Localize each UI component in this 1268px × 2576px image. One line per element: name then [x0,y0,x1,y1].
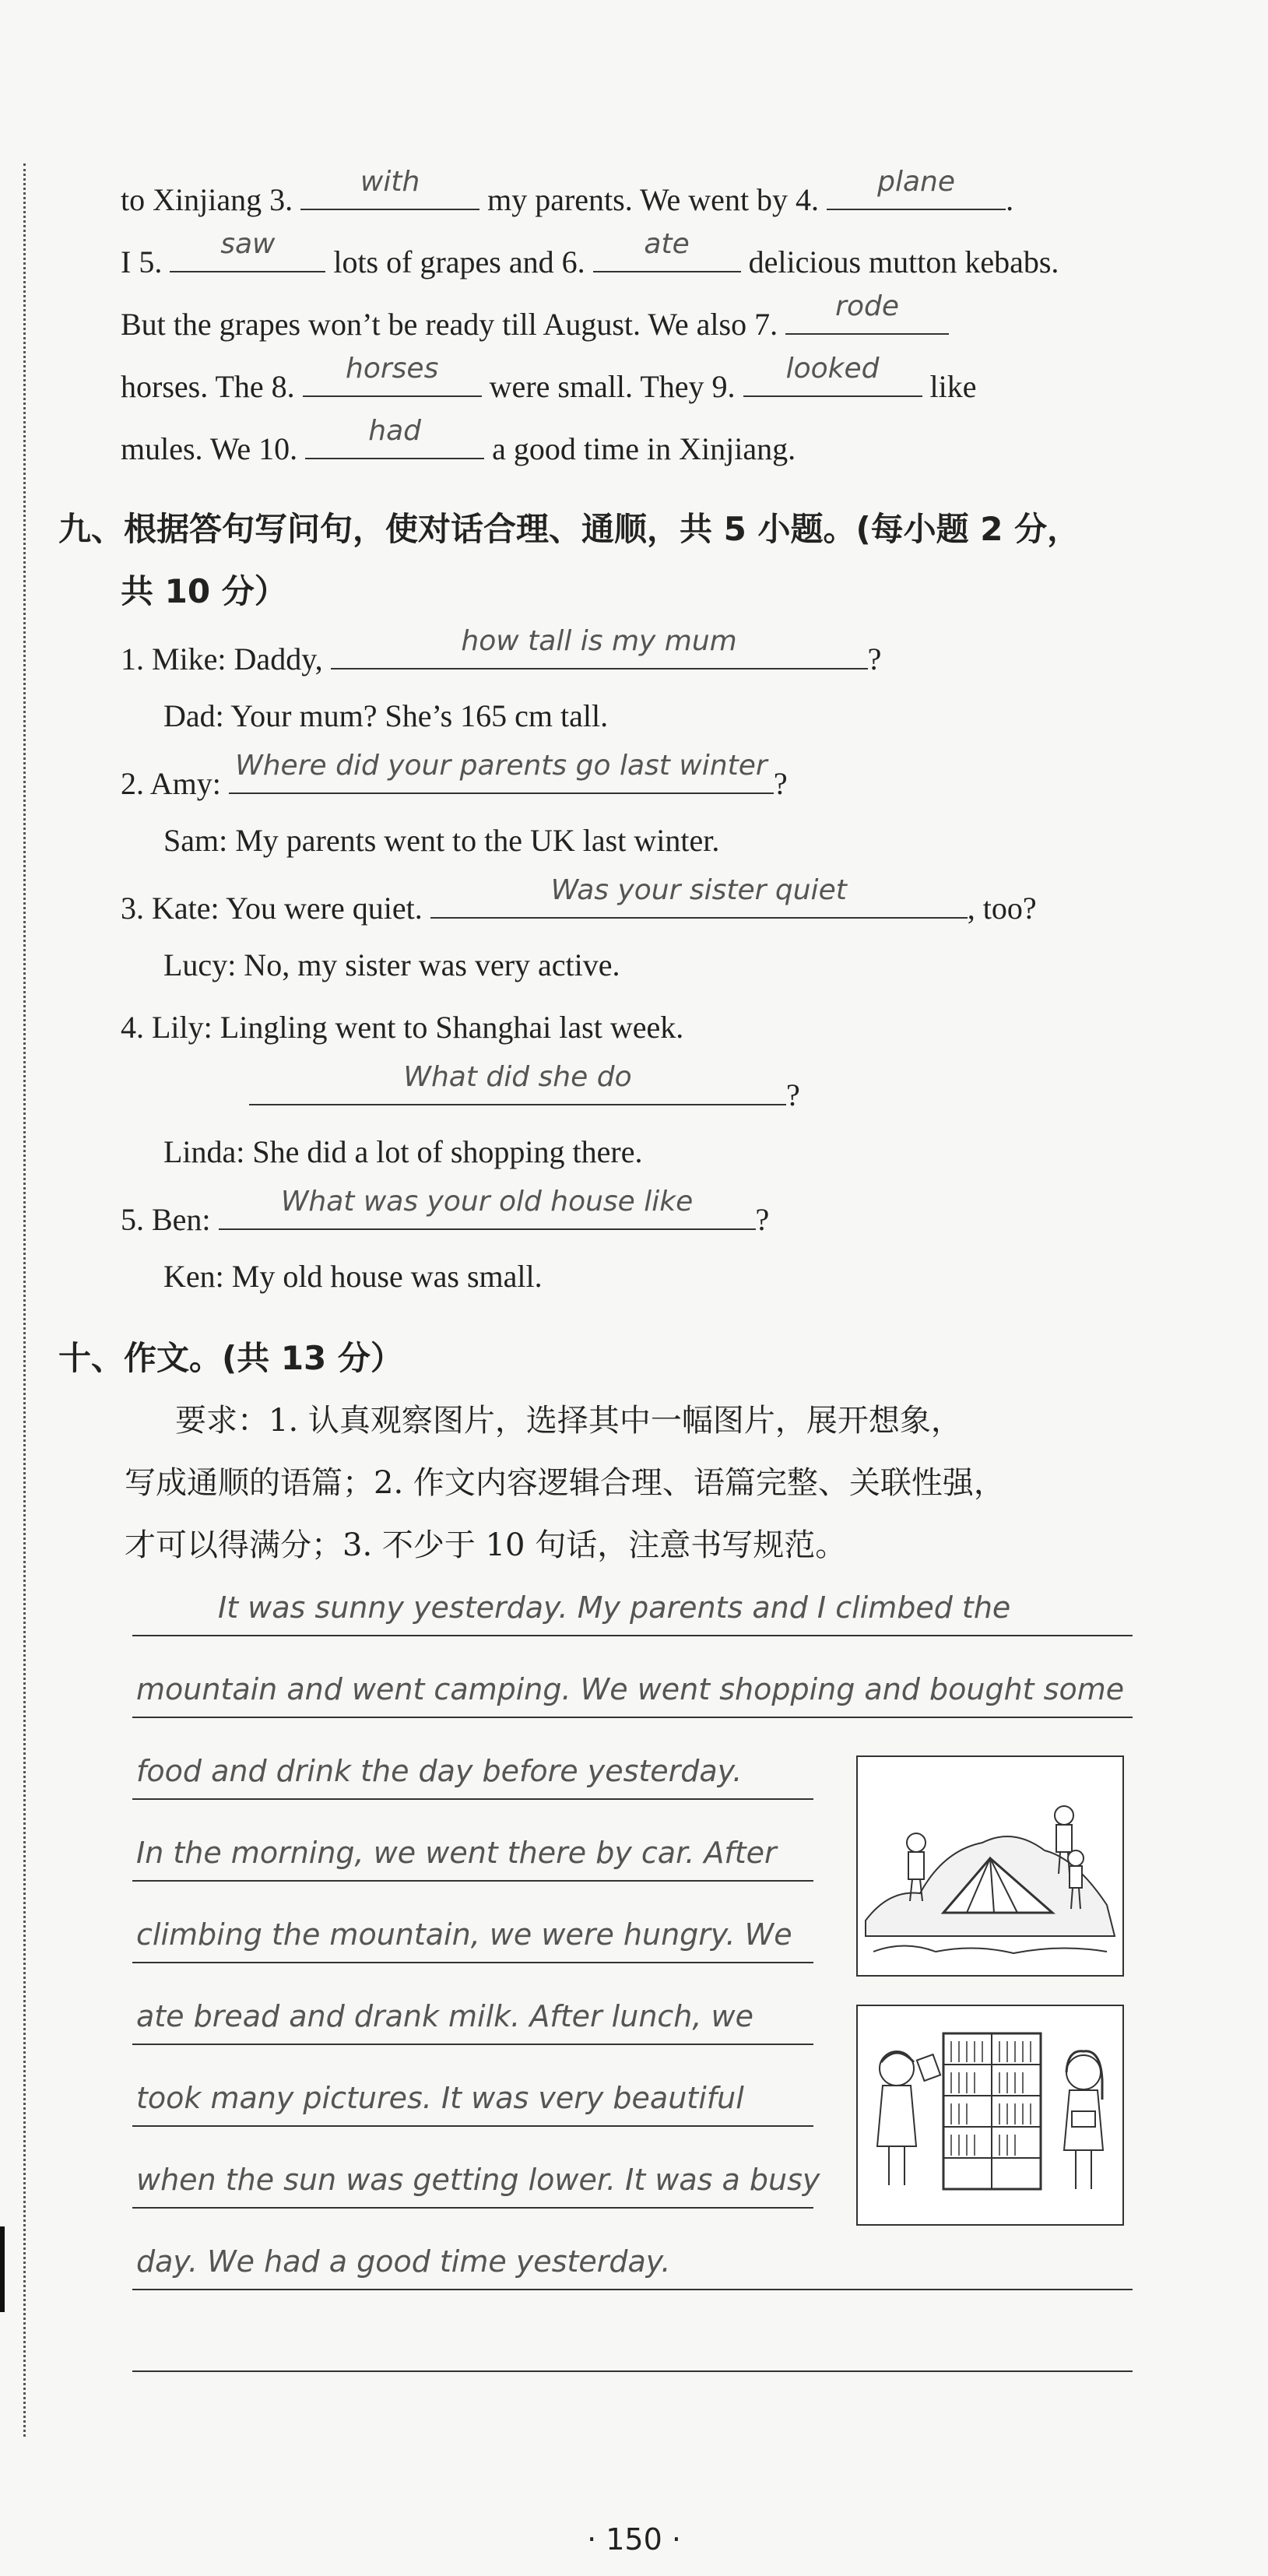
q3-line: 3. Kate: You were quiet. Was your sister quiet , too? [121,874,1037,926]
q4-reply: Linda: She did a lot of shopping there. [163,1134,643,1169]
requirement-line-3: 才可以得满分；3. 不少于 10 句话，注意书写规范。 [125,1527,847,1563]
q4-answer-line: What did she do ? [249,1067,800,1119]
passage-line-1: to Xinjiang 3. with my parents. We went by 4. plane . [121,166,1014,217]
composition-line: mountain and went camping. We went shopping and bought some [136,1672,1125,1706]
q1-answer-field[interactable]: how tall is my mum [331,631,868,669]
library-picture [856,2005,1124,2226]
composition-line: climbing the mountain, we were hungry. We [136,1917,792,1952]
composition-line: when the sun was getting lower. It was a busy [136,2163,820,2197]
q5-answer-field[interactable]: What was your old house like [219,1191,756,1230]
q5-reply: Ken: My old house was small. [163,1259,543,1294]
q3-reply: Lucy: No, my sister was very active. [163,947,620,982]
section-9-title-cont: 共 10 分） [121,572,287,610]
passage-line-4: horses. The 8. horses were small. They 9. looked like [121,353,977,404]
camping-illustration [858,1757,1122,1975]
blank-6[interactable]: ate [593,234,741,272]
q2-answer-field[interactable]: Where did your parents go last winter [229,755,774,794]
composition-line: took many pictures. It was very beautiful [136,2081,744,2115]
blank-5[interactable]: saw [170,234,325,272]
writing-line [132,1798,813,1800]
q4-answer-field[interactable]: What did she do [249,1067,786,1105]
writing-line [132,1962,813,1963]
passage-line-2: I 5. saw lots of grapes and 6. ate delicious mutton kebabs. [121,228,1059,279]
writing-line [132,1717,1133,1718]
writing-line [132,2125,813,2127]
composition-line: It was sunny yesterday. My parents and I climbed the [218,1590,1011,1625]
margin-dotted-line [23,163,26,2437]
blank-3[interactable]: with [300,171,479,210]
section-9-title: 九、根据答句写问句，使对话合理、通顺，共 5 小题。(每小题 2 分， [58,510,1080,548]
q5-line: 5. Ben: What was your old house like ? [121,1186,770,1237]
q1-reply: Dad: Your mum? She’s 165 cm tall. [163,698,609,733]
passage-line-5: mules. We 10. had a good time in Xinjiang. [121,415,796,466]
writing-line [132,2370,1133,2372]
camping-picture [856,1755,1124,1977]
blank-7[interactable]: rode [785,296,949,335]
writing-line [132,2044,813,2045]
passage-line-3: But the grapes won’t be ready till August. We also 7. rode [121,296,949,348]
page-number: · 150 · [587,2522,681,2557]
writing-line [132,2289,1133,2290]
writing-line [132,1880,813,1882]
blank-4[interactable]: plane [827,171,1006,210]
composition-line: food and drink the day before yesterday. [136,1754,743,1788]
q4-line: 4. Lily: Lingling went to Shanghai last week. [121,1010,684,1045]
blank-8[interactable]: horses [303,358,482,397]
writing-line [132,1635,1133,1636]
q2-reply: Sam: My parents went to the UK last winter. [163,823,720,858]
composition-line: day. We had a good time yesterday. [136,2244,671,2279]
q2-line: 2. Amy: Where did your parents go last winter ? [121,750,788,801]
composition-line: ate bread and drank milk. After lunch, we [136,1999,753,2033]
library-illustration [858,2006,1122,2224]
requirement-line-2: 写成通顺的语篇；2. 作文内容逻辑合理、语篇完整、关联性强， [125,1465,1005,1501]
blank-9[interactable]: looked [743,358,922,397]
writing-line [132,2207,813,2209]
margin-mark [0,2226,5,2312]
q3-answer-field[interactable]: Was your sister quiet [430,880,968,919]
requirement-line-1: 要求：1. 认真观察图片，选择其中一幅图片，展开想象， [175,1403,962,1439]
composition-line: In the morning, we went there by car. After [136,1836,777,1870]
q1-line: 1. Mike: Daddy, how tall is my mum ? [121,625,882,677]
section-10-title: 十、作文。(共 13 分） [58,1339,403,1377]
blank-10[interactable]: had [305,420,484,459]
